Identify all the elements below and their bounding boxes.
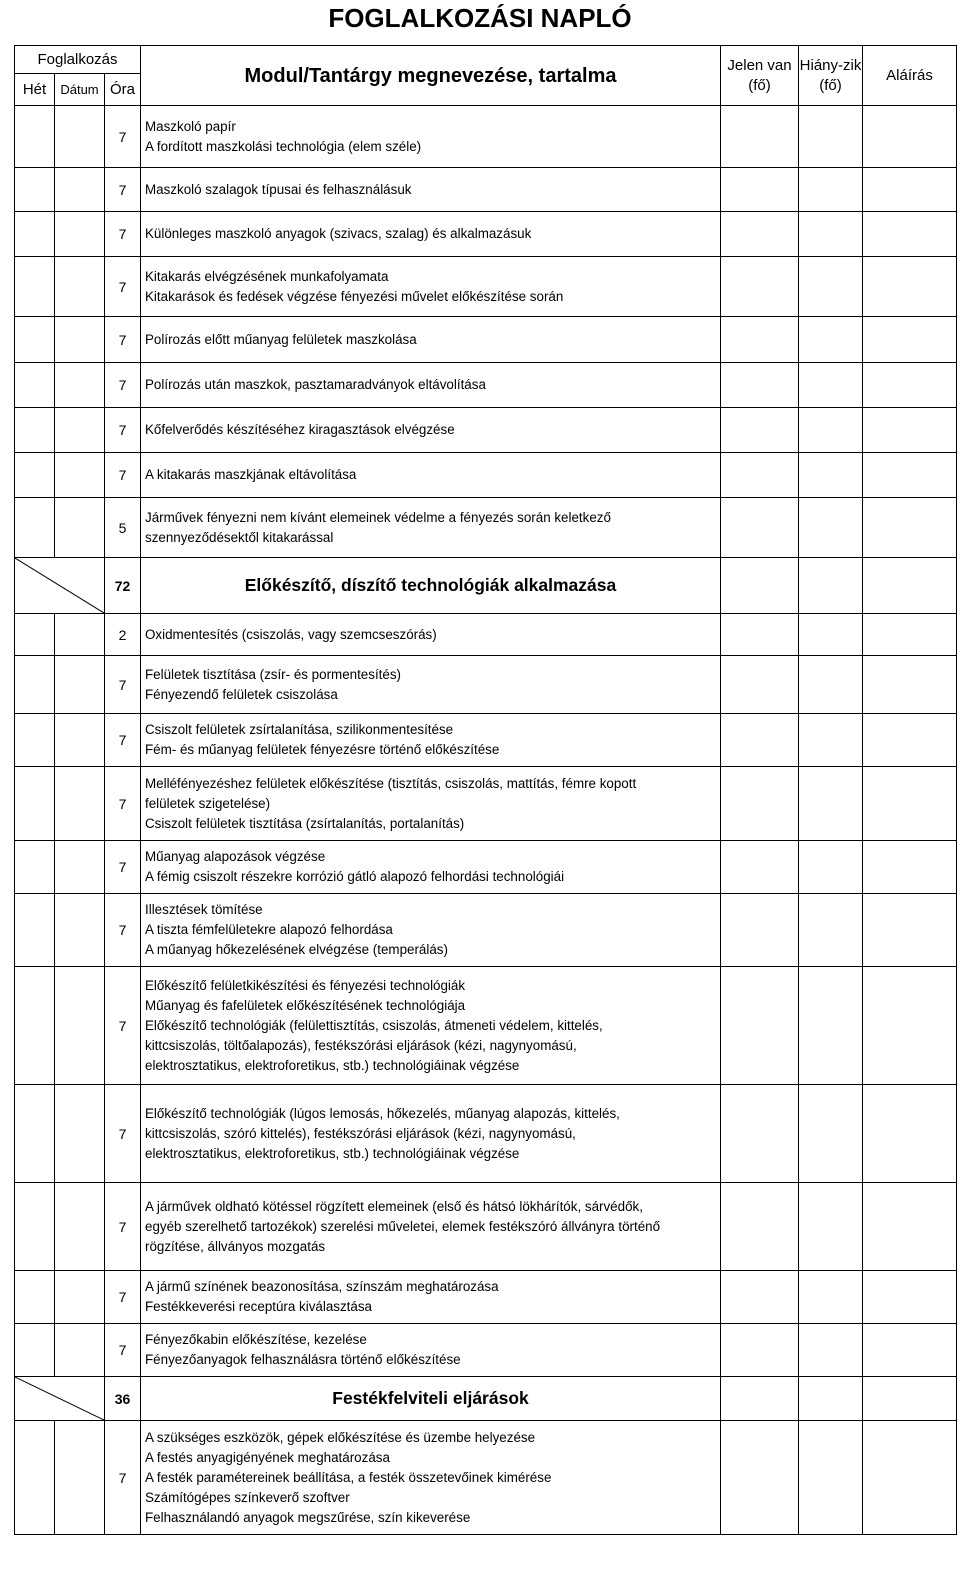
- section-hours: 72: [105, 558, 141, 614]
- content-line: A műanyag hőkezelésének elvégzése (temperálás): [145, 942, 448, 957]
- alairas-cell[interactable]: [863, 168, 957, 212]
- jelen-van-cell[interactable]: [721, 453, 799, 498]
- datum-cell[interactable]: [55, 656, 105, 714]
- alairas-cell[interactable]: [863, 558, 957, 614]
- hianyzik-cell[interactable]: [799, 558, 863, 614]
- hianyzik-cell[interactable]: [799, 106, 863, 168]
- section-row: [15, 1377, 957, 1421]
- het-cell[interactable]: [15, 767, 55, 841]
- het-cell[interactable]: [15, 106, 55, 168]
- alairas-cell[interactable]: [863, 317, 957, 363]
- content-line: Különleges maszkoló anyagok (szivacs, szalag) és alkalmazásuk: [145, 226, 532, 241]
- content-line: Csiszolt felületek zsírtalanítása, szilikonmentesítése: [145, 722, 454, 737]
- datum-cell[interactable]: [55, 767, 105, 841]
- table-row: [15, 656, 957, 714]
- het-cell[interactable]: [15, 1085, 55, 1183]
- ora-cell: 7: [105, 967, 141, 1085]
- ora-cell: 7: [105, 894, 141, 967]
- het-cell[interactable]: [15, 408, 55, 453]
- table-row: [15, 1183, 957, 1271]
- datum-cell[interactable]: [55, 967, 105, 1085]
- content-line: A járművek oldható kötéssel rögzített elemeinek (első és hátsó lökhárítók, sárvédők,: [145, 1198, 643, 1214]
- content-line: Illesztések tömítése: [145, 902, 263, 917]
- datum-cell[interactable]: [55, 453, 105, 498]
- content-line: Maszkoló papír: [145, 118, 236, 134]
- content-line: rögzítése, állványos mozgatás: [145, 1238, 326, 1254]
- ora-cell: 7: [105, 841, 141, 894]
- table-row: [15, 841, 957, 894]
- table-row: [15, 408, 957, 453]
- table-row: [15, 257, 957, 317]
- hianyzik-cell[interactable]: [799, 1085, 863, 1183]
- content-line: Csiszolt felületek tisztítása (zsírtalanítás, portalanítás): [145, 815, 465, 831]
- ora-cell: 7: [105, 212, 141, 257]
- content-line: Fényezendő felületek csiszolása: [145, 686, 338, 702]
- jelen-van-cell[interactable]: [721, 408, 799, 453]
- modul-content-cell: [141, 1183, 721, 1271]
- hianyzik-cell[interactable]: [799, 1183, 863, 1271]
- content-line: Felhasználandó anyagok megszűrése, szín kikeverése: [145, 1509, 471, 1525]
- alairas-cell[interactable]: [863, 656, 957, 714]
- section-title: Előkészítő, díszítő technológiák alkalmazása: [141, 558, 721, 614]
- het-cell[interactable]: [15, 894, 55, 967]
- alairas-cell[interactable]: [863, 363, 957, 408]
- content-line: A fémig csiszolt részekre korrózió gátló alapozó felhordási technológiái: [145, 869, 565, 884]
- modul-content-cell: [141, 257, 721, 317]
- content-line: Kőfelverődés készítéséhez kiragasztások elvégzése: [145, 422, 455, 437]
- hianyzik-cell[interactable]: [799, 257, 863, 317]
- ora-cell: 7: [105, 453, 141, 498]
- table-row: [15, 106, 957, 168]
- jelen-van-cell[interactable]: [721, 257, 799, 317]
- ora-cell: 7: [105, 714, 141, 767]
- ora-cell: 7: [105, 257, 141, 317]
- datum-cell[interactable]: [55, 106, 105, 168]
- datum-cell[interactable]: [55, 1324, 105, 1377]
- page-title: FOGLALKOZÁSI NAPLÓ: [328, 3, 632, 33]
- het-cell[interactable]: [15, 714, 55, 767]
- datum-cell[interactable]: [55, 1421, 105, 1535]
- content-line: Festékkeverési receptúra kiválasztása: [145, 1299, 372, 1314]
- content-line: A szükséges eszközök, gépek előkészítése és üzembe helyezése: [145, 1429, 536, 1445]
- hianyzik-cell[interactable]: [799, 1271, 863, 1324]
- content-line: Előkészítő technológiák (lúgos lemosás, hőkezelés, műanyag alapozás, kittelés,: [145, 1105, 620, 1121]
- alairas-cell[interactable]: [863, 1421, 957, 1535]
- hianyzik-cell[interactable]: [799, 656, 863, 714]
- hianyzik-cell[interactable]: [799, 317, 863, 363]
- het-cell[interactable]: [15, 257, 55, 317]
- alairas-cell[interactable]: [863, 212, 957, 257]
- modul-content-cell: [141, 408, 721, 453]
- alairas-cell[interactable]: [863, 767, 957, 841]
- diagonal-cell: [15, 1377, 105, 1421]
- het-cell[interactable]: [15, 363, 55, 408]
- alairas-cell[interactable]: [863, 614, 957, 656]
- alairas-cell[interactable]: [863, 1183, 957, 1271]
- table-row: [15, 1421, 957, 1535]
- content-line: A festék paramétereinek beállítása, a festék összetevőinek kimérése: [145, 1469, 552, 1485]
- ora-cell: 7: [105, 317, 141, 363]
- datum-cell[interactable]: [55, 714, 105, 767]
- header-hiany-line1: Hiány-zik: [799, 56, 862, 74]
- content-line: Felületek tisztítása (zsír- és pormentesítés): [145, 666, 401, 682]
- hianyzik-cell[interactable]: [799, 841, 863, 894]
- hianyzik-cell[interactable]: [799, 767, 863, 841]
- het-cell[interactable]: [15, 453, 55, 498]
- alairas-cell[interactable]: [863, 106, 957, 168]
- header-row-top: [15, 46, 957, 74]
- alairas-cell[interactable]: [863, 1377, 957, 1421]
- jelen-van-cell[interactable]: [721, 841, 799, 894]
- datum-cell[interactable]: [55, 1085, 105, 1183]
- table-row: [15, 363, 957, 408]
- section-title: Festékfelviteli eljárások: [141, 1377, 721, 1421]
- datum-cell[interactable]: [55, 498, 105, 558]
- ora-cell: 7: [105, 363, 141, 408]
- ora-cell: 7: [105, 1183, 141, 1271]
- jelen-van-cell[interactable]: [721, 1271, 799, 1324]
- datum-cell[interactable]: [55, 841, 105, 894]
- alairas-cell[interactable]: [863, 257, 957, 317]
- ora-cell: 2: [105, 614, 141, 656]
- ora-cell: 7: [105, 1324, 141, 1377]
- content-line: Fém- és műanyag felületek fényezésre történő előkészítése: [145, 742, 500, 757]
- content-line: Műanyag és fafelületek előkészítésének technológiája: [145, 997, 466, 1013]
- alairas-cell[interactable]: [863, 1271, 957, 1324]
- hianyzik-cell[interactable]: [799, 168, 863, 212]
- het-cell[interactable]: [15, 1324, 55, 1377]
- hianyzik-cell[interactable]: [799, 453, 863, 498]
- het-cell[interactable]: [15, 614, 55, 656]
- header-jelen-line2: (fő): [748, 76, 771, 94]
- modul-content-cell: [141, 967, 721, 1085]
- modul-content-cell: [141, 841, 721, 894]
- content-line: kittcsiszolás, töltőalapozás), festékszórási eljárások (kézi, nagynyomású,: [145, 1037, 577, 1053]
- modul-content-cell: [141, 656, 721, 714]
- modul-content-cell: [141, 614, 721, 656]
- content-line: A kitakarás maszkjának eltávolítása: [145, 467, 357, 482]
- diagonal-cell: [15, 558, 105, 614]
- datum-cell[interactable]: [55, 408, 105, 453]
- datum-cell[interactable]: [55, 614, 105, 656]
- modul-content-cell: [141, 363, 721, 408]
- content-line: egyéb szerelhető tartozékok) szerelési műveletei, elemek festékszóró állványra történő: [145, 1218, 661, 1234]
- content-line: Műanyag alapozások végzése: [145, 849, 326, 864]
- alairas-cell[interactable]: [863, 453, 957, 498]
- ora-cell: 7: [105, 106, 141, 168]
- modul-content-cell: [141, 498, 721, 558]
- diagonal-line-icon: [15, 1377, 104, 1420]
- table-row: [15, 317, 957, 363]
- hianyzik-cell[interactable]: [799, 1377, 863, 1421]
- jelen-van-cell[interactable]: [721, 558, 799, 614]
- content-line: Melléfényezéshez felületek előkészítése (tisztítás, csiszolás, mattítás, fémre kopott: [145, 775, 637, 791]
- content-line: Fényezőkabin előkészítése, kezelése: [145, 1332, 367, 1347]
- hianyzik-cell[interactable]: [799, 408, 863, 453]
- hianyzik-cell[interactable]: [799, 967, 863, 1085]
- content-line: kittcsiszolás, szóró kittelés), festékszórási eljárások (kézi, nagynyomású,: [145, 1125, 576, 1141]
- diagonal-line-icon: [15, 558, 104, 613]
- datum-cell[interactable]: [55, 317, 105, 363]
- header-het: Hét: [15, 74, 55, 106]
- alairas-cell[interactable]: [863, 498, 957, 558]
- content-line: Kitakarás elvégzésének munkafolyamata: [145, 268, 389, 284]
- het-cell[interactable]: [15, 841, 55, 894]
- table-row: [15, 614, 957, 656]
- alairas-cell[interactable]: [863, 841, 957, 894]
- content-line: felületek szigetelése): [145, 795, 271, 811]
- table-row: [15, 767, 957, 841]
- modul-content-cell: [141, 1421, 721, 1535]
- table-row: [15, 1324, 957, 1377]
- jelen-van-cell[interactable]: [721, 106, 799, 168]
- hianyzik-cell[interactable]: [799, 714, 863, 767]
- jelen-van-cell[interactable]: [721, 363, 799, 408]
- datum-cell[interactable]: [55, 168, 105, 212]
- modul-content-cell: [141, 212, 721, 257]
- header-jelen-line1: Jelen van: [727, 56, 792, 74]
- datum-cell[interactable]: [55, 1271, 105, 1324]
- modul-content-cell: [141, 1271, 721, 1324]
- modul-content-cell: [141, 1085, 721, 1183]
- table-row: [15, 967, 957, 1085]
- alairas-cell[interactable]: [863, 408, 957, 453]
- content-line: Számítógépes színkeverő szoftver: [145, 1489, 350, 1505]
- modul-content-cell: [141, 767, 721, 841]
- content-line: Polírozás után maszkok, pasztamaradványok eltávolítása: [145, 377, 486, 392]
- header-modul: Modul/Tantárgy megnevezése, tartalma: [141, 46, 721, 106]
- hianyzik-cell[interactable]: [799, 363, 863, 408]
- content-line: Fényezőanyagok felhasználásra történő előkészítése: [145, 1352, 461, 1367]
- content-line: Oxidmentesítés (csiszolás, vagy szemcseszórás): [145, 626, 437, 642]
- table-row: [15, 1085, 957, 1183]
- table-row: [15, 1271, 957, 1324]
- header-datum: Dátum: [55, 74, 105, 106]
- het-cell[interactable]: [15, 967, 55, 1085]
- content-line: Maszkoló szalagok típusai és felhasználásuk: [145, 181, 412, 197]
- jelen-van-cell[interactable]: [721, 714, 799, 767]
- jelen-van-cell[interactable]: [721, 168, 799, 212]
- jelen-van-cell[interactable]: [721, 894, 799, 967]
- het-cell[interactable]: [15, 1271, 55, 1324]
- jelen-van-cell[interactable]: [721, 614, 799, 656]
- jelen-van-cell[interactable]: [721, 1183, 799, 1271]
- table-row: [15, 714, 957, 767]
- ora-cell: 7: [105, 1421, 141, 1535]
- ora-cell: 5: [105, 498, 141, 558]
- jelen-van-cell[interactable]: [721, 656, 799, 714]
- het-cell[interactable]: [15, 1183, 55, 1271]
- table-row: [15, 453, 957, 498]
- jelen-van-cell[interactable]: [721, 1421, 799, 1535]
- jelen-van-cell[interactable]: [721, 1085, 799, 1183]
- modul-content-cell: [141, 168, 721, 212]
- alairas-cell[interactable]: [863, 1324, 957, 1377]
- modul-content-cell: [141, 1324, 721, 1377]
- header-ora: Óra: [105, 74, 141, 106]
- het-cell[interactable]: [15, 317, 55, 363]
- table-row: [15, 168, 957, 212]
- datum-cell[interactable]: [55, 1183, 105, 1271]
- jelen-van-cell[interactable]: [721, 1324, 799, 1377]
- hianyzik-cell[interactable]: [799, 498, 863, 558]
- modul-content-cell: [141, 317, 721, 363]
- datum-cell[interactable]: [55, 257, 105, 317]
- modul-content-cell: [141, 106, 721, 168]
- content-line: Polírozás előtt műanyag felületek maszkolása: [145, 331, 417, 347]
- datum-cell[interactable]: [55, 212, 105, 257]
- content-line: Kitakarások és fedések végzése fényezési művelet előkészítése során: [145, 288, 564, 304]
- header-jelen-van: [721, 46, 799, 106]
- ora-cell: 7: [105, 656, 141, 714]
- content-line: Járművek fényezni nem kívánt elemeinek védelme a fényezés során keletkező: [145, 509, 611, 525]
- ora-cell: 7: [105, 1271, 141, 1324]
- alairas-cell[interactable]: [863, 967, 957, 1085]
- het-cell[interactable]: [15, 1421, 55, 1535]
- hianyzik-cell[interactable]: [799, 614, 863, 656]
- het-cell[interactable]: [15, 212, 55, 257]
- het-cell[interactable]: [15, 656, 55, 714]
- table-row: [15, 894, 957, 967]
- datum-cell[interactable]: [55, 363, 105, 408]
- jelen-van-cell[interactable]: [721, 212, 799, 257]
- section-row: [15, 558, 957, 614]
- hianyzik-cell[interactable]: [799, 1324, 863, 1377]
- het-cell[interactable]: [15, 168, 55, 212]
- content-line: elektrosztatikus, elektroforetikus, stb.) technológiáinak végzése: [145, 1145, 520, 1161]
- ora-cell: 7: [105, 168, 141, 212]
- header-hiany-line2: (fő): [819, 76, 842, 94]
- alairas-cell[interactable]: [863, 714, 957, 767]
- modul-content-cell: [141, 453, 721, 498]
- lesson-log-table: [14, 45, 957, 1535]
- hianyzik-cell[interactable]: [799, 212, 863, 257]
- modul-content-cell: [141, 714, 721, 767]
- table-row: [15, 212, 957, 257]
- table-row: [15, 498, 957, 558]
- ora-cell: 7: [105, 767, 141, 841]
- content-line: A fordított maszkolási technológia (elem széle): [145, 138, 422, 154]
- header-alairas: Aláírás: [863, 46, 957, 106]
- content-line: Előkészítő felületkikészítési és fényezési technológiák: [145, 977, 466, 993]
- jelen-van-cell[interactable]: [721, 967, 799, 1085]
- content-line: A festés anyagigényének meghatározása: [145, 1449, 390, 1465]
- content-line: A tiszta fémfelületekre alapozó felhordása: [145, 922, 393, 937]
- alairas-cell[interactable]: [863, 894, 957, 967]
- hianyzik-cell[interactable]: [799, 894, 863, 967]
- header-hianyzik: [799, 46, 863, 106]
- content-line: elektrosztatikus, elektroforetikus, stb.) technológiáinak végzése: [145, 1057, 520, 1073]
- section-hours: 36: [105, 1377, 141, 1421]
- content-line: szennyeződésektől kitakarással: [145, 529, 334, 545]
- datum-cell[interactable]: [55, 894, 105, 967]
- modul-content-cell: [141, 894, 721, 967]
- alairas-cell[interactable]: [863, 1085, 957, 1183]
- ora-cell: 7: [105, 408, 141, 453]
- hianyzik-cell[interactable]: [799, 1421, 863, 1535]
- jelen-van-cell[interactable]: [721, 498, 799, 558]
- jelen-van-cell[interactable]: [721, 767, 799, 841]
- jelen-van-cell[interactable]: [721, 1377, 799, 1421]
- content-line: Előkészítő technológiák (felülettisztítás, csiszolás, átmeneti védelem, kittelés,: [145, 1017, 603, 1033]
- het-cell[interactable]: [15, 498, 55, 558]
- jelen-van-cell[interactable]: [721, 317, 799, 363]
- ora-cell: 7: [105, 1085, 141, 1183]
- header-foglalkozas: Foglalkozás: [15, 46, 141, 74]
- content-line: A jármű színének beazonosítása, színszám meghatározása: [145, 1279, 499, 1294]
